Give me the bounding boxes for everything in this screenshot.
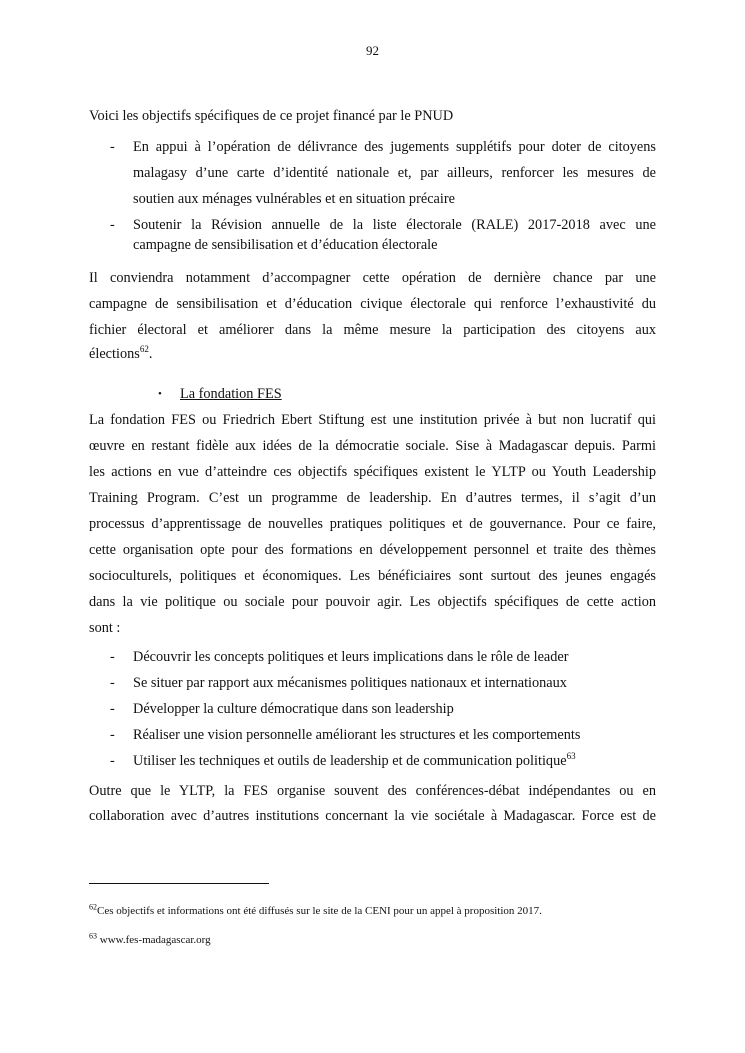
footnote-ref: 62 (139, 344, 149, 355)
list-item-line: malagasy d’une carte d’identité nationale et, par ailleurs, renforcer les mesures de (133, 165, 656, 181)
footnote-63: $^{63}$ www.fes-madagascar.org (89, 931, 211, 946)
paragraph-line: cette organisation opte pour des formations en développement personnel et traite des thèmes (89, 542, 656, 558)
list-item-line: En appui à l’opération de délivrance des jugements supplétifs pour doter de citoyens (133, 139, 656, 155)
paragraph-line: œuvre en restant fidèle aux idées de la démocratie sociale. Sise à Madagascar depuis. Parmi (89, 438, 656, 454)
paragraph-line: Il conviendra notamment d’accompagner cette opération de dernière chance par une (89, 270, 656, 286)
paragraph-line: La fondation FES ou Friedrich Ebert Stiftung est une institution privée à but non lucratif qui (89, 412, 656, 428)
footnote-ref: 63 (566, 751, 576, 762)
intro-line: Voici les objectifs spécifiques de ce projet financé par le PNUD (89, 108, 454, 124)
list-item: Développer la culture démocratique dans son leadership (133, 701, 454, 717)
page-number: 92 (366, 43, 379, 58)
list-item-line: campagne de sensibilisation et d’éducation électorale (133, 237, 438, 253)
paragraph-line: campagne de sensibilisation et d’éducation civique électorale qui renforce l’exhaustivité du (89, 296, 656, 312)
paragraph-line: les actions en vue d’atteindre ces objectifs spécifiques existent le YLTP ou Youth Leadership (89, 464, 656, 480)
list-item: Réaliser une vision personnelle améliorant les structures et les comportements (133, 727, 581, 743)
footnote-62: $^{62}$Ces objectifs et informations ont été diffusés sur le site de la CENI pour un appel à proposition 2017. (89, 902, 542, 917)
paragraph-line: sont : (89, 620, 121, 636)
list-dash: - (110, 649, 115, 665)
footnote-separator (89, 883, 269, 884)
list-dash: - (110, 701, 115, 717)
paragraph-line: élections$^{62}$. (89, 344, 153, 362)
list-dash: - (110, 217, 115, 233)
list-item: Utiliser les techniques et outils de leadership et de communication politique$^{63}$ (133, 751, 576, 769)
list-item: Se situer par rapport aux mécanismes politiques nationaux et internationaux (133, 675, 567, 691)
list-dash: - (110, 675, 115, 691)
list-dash: - (110, 727, 115, 743)
list-item: Découvrir les concepts politiques et leurs implications dans le rôle de leader (133, 649, 569, 665)
list-dash: - (110, 139, 115, 155)
list-item-line: soutien aux ménages vulnérables et en situation précaire (133, 191, 455, 207)
paragraph-line: fichier électoral et améliorer dans la même mesure la participation des citoyens aux (89, 322, 656, 338)
paragraph-line: collaboration avec d’autres institutions concernant la vie sociétale à Madagascar. Force est de (89, 808, 656, 824)
paragraph-line: dans la vie politique ou sociale pour pouvoir agir. Les objectifs spécifiques de cette action (89, 594, 656, 610)
paragraph-line: socioculturels, politiques et économiques. Les bénéficiaires sont surtout des jeunes engagés (89, 568, 656, 584)
bullet-icon: • (158, 388, 162, 400)
paragraph-line: processus d’apprentissage de nouvelles pratiques politiques et de gouvernance. Pour ce faire, (89, 516, 656, 532)
list-item-line: Soutenir la Révision annuelle de la liste électorale (RALE) 2017-2018 avec une (133, 217, 656, 233)
section-heading: La fondation FES (180, 386, 282, 402)
list-dash: - (110, 753, 115, 769)
paragraph-line: Training Program. C’est un programme de leadership. En d’autres termes, il s’agit d’un (89, 490, 656, 506)
paragraph-line: Outre que le YLTP, la FES organise souvent des conférences-débat indépendantes ou en (89, 783, 656, 799)
